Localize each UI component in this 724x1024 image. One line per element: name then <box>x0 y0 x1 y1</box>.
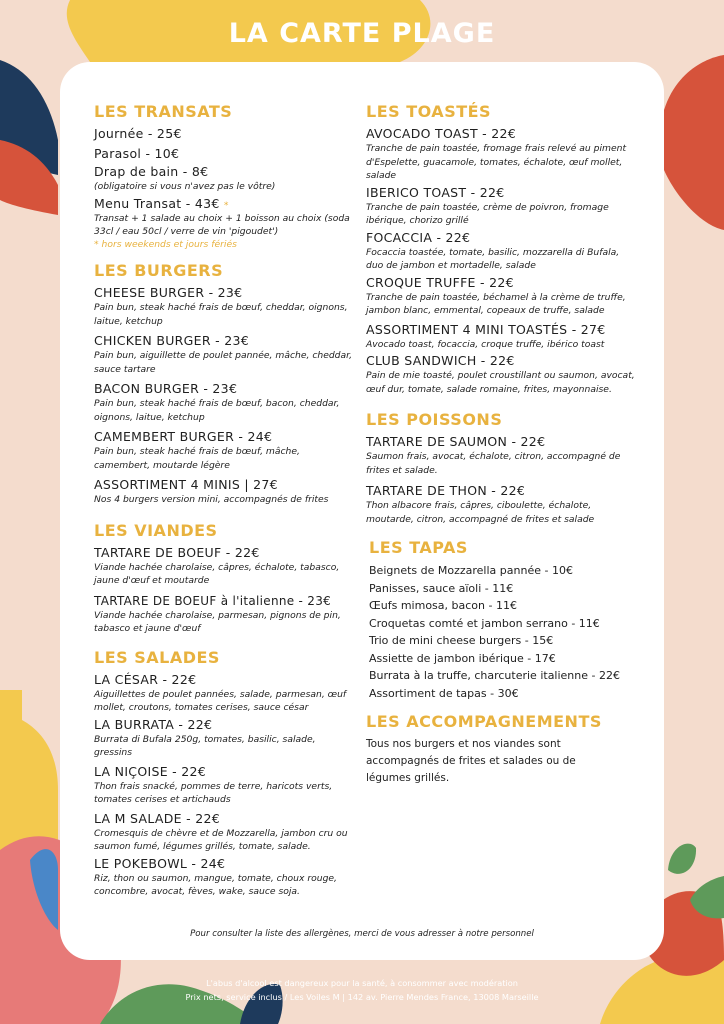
salade-title: LE POKEBOWL - 24€ <box>94 855 226 871</box>
section-accompagnements-heading: LES ACCOMPAGNEMENTS <box>366 712 602 731</box>
salade-desc: Burrata di Bufala 250g, tomates, basilic, salade, gressins <box>94 733 316 758</box>
tapas-item: Croquetas comté et jambon serrano - 11€ <box>369 616 600 630</box>
viande-desc: Viande hachée charolaise, parmesan, pignons de pin, tabasco et jaune d'œuf <box>94 609 341 634</box>
accompagnements-text: Tous nos burgers et nos viandes sont accompagnés de frites et salades ou de légumes grillés. <box>366 738 576 784</box>
salade-desc: Thon frais snacké, pommes de terre, haricots verts, tomates cerises et artichauds <box>94 780 333 805</box>
salade-desc: Riz, thon ou saumon, mangue, tomate, choux rouge, concombre, avocat, fèves, wake, sauce soja. <box>94 872 337 897</box>
burger-desc: Pain bun, steak haché frais de bœuf, bacon, cheddar, oignons, laitue, ketchup <box>94 398 340 423</box>
tapas-item: Burrata à la truffe, charcuterie italienne - 22€ <box>369 669 620 682</box>
poisson-title: TARTARE DE THON - 22€ <box>366 483 526 498</box>
left-column <box>94 102 356 901</box>
leaf-green-right <box>668 844 696 874</box>
section-salades-heading: LES SALADES <box>94 647 220 667</box>
burger-title: CHICKEN BURGER - 23€ <box>94 333 249 348</box>
tapas-item: Panisses, sauce aïoli - 11€ <box>369 581 514 595</box>
poisson-title: TARTARE DE SAUMON - 22€ <box>366 434 546 449</box>
tapas-item: Assortiment de tapas - 30€ <box>369 686 519 700</box>
transat-item: Journée - 25€ <box>94 126 182 141</box>
salade-desc: Aiguillettes de poulet pannées, salade, parmesan, œuf mollet, croutons, tomates cerises, sauce césar <box>94 688 347 713</box>
section-burgers-heading: LES BURGERS <box>94 261 224 280</box>
tapas-item: Beignets de Mozzarella pannée - 10€ <box>369 564 573 577</box>
burger-desc: Pain bun, aiguillette de poulet pannée, mâche, cheddar, sauce tartare <box>94 350 352 375</box>
red-blob-top-right <box>664 55 724 230</box>
right-column <box>366 102 636 787</box>
allergen-note: Pour consulter la liste des allergènes, merci de vous adresser à notre personnel <box>190 929 534 939</box>
menu-transat-star: * <box>223 200 229 211</box>
salade-title: LA NIÇOISE - 22€ <box>94 763 207 779</box>
tapas-item: Œufs mimosa, bacon - 11€ <box>369 599 517 612</box>
burger-list <box>94 285 356 507</box>
viande-desc: Viande hachée charolaise, câpres, échalote, tabasco, jaune d'œuf et moutarde <box>94 561 340 586</box>
toaste-desc: Tranche de pain toastée, fromage frais relevé au piment d'Espelette, guacamole, tomates, échalote, œuf mollet, salade <box>366 143 627 181</box>
salade-title: LA BURRATA - 22€ <box>94 716 213 732</box>
toaste-desc: Tranche de pain toastée, crème de poivron, fromage ibérique, chorizo grillé <box>366 201 609 226</box>
viande-title: TARTARE DE BOEUF à l'italienne - 23€ <box>94 593 332 608</box>
toaste-title: CLUB SANDWICH - 22€ <box>366 353 515 368</box>
transat-item: Drap de bain - 8€ <box>94 164 209 179</box>
section-tapas-heading: LES TAPAS <box>369 538 468 557</box>
toaste-desc: Focaccia toastée, tomate, basilic, mozzarella di Bufala, duo de jambon et mortadelle, salade <box>366 246 620 271</box>
toaste-desc: Tranche de pain toastée, béchamel à la crème de truffe, jambon blanc, emmental, copeaux de truffe, salade <box>366 291 626 316</box>
toaste-title: ASSORTIMENT 4 MINI TOASTÉS - 27€ <box>366 321 606 337</box>
poisson-desc: Saumon frais, avocat, échalote, citron, accompagné de frites et salade. <box>366 451 621 476</box>
toaste-desc: Avocado toast, focaccia, croque truffe, ibérico toast <box>366 338 605 350</box>
menu-transat-note: * hors weekends et jours fériés <box>94 239 237 250</box>
burger-title: CAMEMBERT BURGER - 24€ <box>94 429 273 444</box>
toaste-title: CROQUE TRUFFE - 22€ <box>366 274 514 290</box>
salade-desc: Cromesquis de chèvre et de Mozzarella, jambon cru ou saumon fumé, légumes grillés, tomate, salade. <box>94 827 348 852</box>
section-poissons-heading: LES POISSONS <box>366 410 503 429</box>
section-viandes-heading: LES VIANDES <box>94 520 218 540</box>
burger-title: CHEESE BURGER - 23€ <box>94 285 243 300</box>
salade-title: LA CÉSAR - 22€ <box>94 671 197 687</box>
menu-transat-title <box>94 196 356 212</box>
address-line: Prix nets, service inclus / Les Voiles M | 142 av. Pierre Mendes France, 13008 Marseille <box>185 992 539 1002</box>
tapas-item: Assiette de jambon ibérique - 17€ <box>369 651 556 665</box>
green-blob-bottom <box>100 984 260 1024</box>
viande-title: TARTARE DE BOEUF - 22€ <box>94 544 260 560</box>
drap-note: (obligatoire si vous n'avez pas le vôtre) <box>94 181 276 192</box>
poisson-desc: Thon albacore frais, câpres, ciboulette, échalote, moutarde, citron, accompagné de frites et salade <box>366 500 595 525</box>
tapas-list <box>369 562 636 702</box>
toaste-title: AVOCADO TOAST - 22€ <box>366 126 517 141</box>
salade-title: LA M SALADE - 22€ <box>94 810 220 826</box>
burger-title: BACON BURGER - 23€ <box>94 381 238 396</box>
transat-item: Parasol - 10€ <box>94 146 180 161</box>
page-title: LA CARTE PLAGE <box>228 18 496 49</box>
section-transats-heading: LES TRANSATS <box>94 102 233 121</box>
toaste-title: FOCACCIA - 22€ <box>366 229 471 245</box>
menu-transat-label: Menu Transat - 43€ <box>94 196 220 211</box>
burger-title: ASSORTIMENT 4 MINIS | 27€ <box>94 477 278 492</box>
section-toastes-heading: LES TOASTÉS <box>366 102 492 121</box>
burger-desc: Pain bun, steak haché frais de bœuf, mâche, camembert, moutarde légère <box>94 446 300 471</box>
burger-desc: Nos 4 burgers version mini, accompagnés de frites <box>94 494 329 505</box>
alcohol-warning: L'abus d'alcool est dangereux pour la santé, à consommer avec modération <box>206 978 518 988</box>
tapas-item: Trio de mini cheese burgers - 15€ <box>369 634 554 647</box>
toaste-title: IBERICO TOAST - 22€ <box>366 184 505 200</box>
burger-desc: Pain bun, steak haché frais de bœuf, cheddar, oignons, laitue, ketchup <box>94 302 348 327</box>
bottle-yellow <box>0 690 58 860</box>
toaste-desc: Pain de mie toasté, poulet croustillant ou saumon, avocat, œuf dur, tomate, salade romaine, frites, mayonnaise. <box>366 370 635 395</box>
navy-blob-bottom <box>240 984 283 1024</box>
menu-transat-desc: Transat + 1 salade au choix + 1 boisson au choix (soda 33cl / eau 50cl / verre de vin 'pigoudet') <box>94 213 350 237</box>
